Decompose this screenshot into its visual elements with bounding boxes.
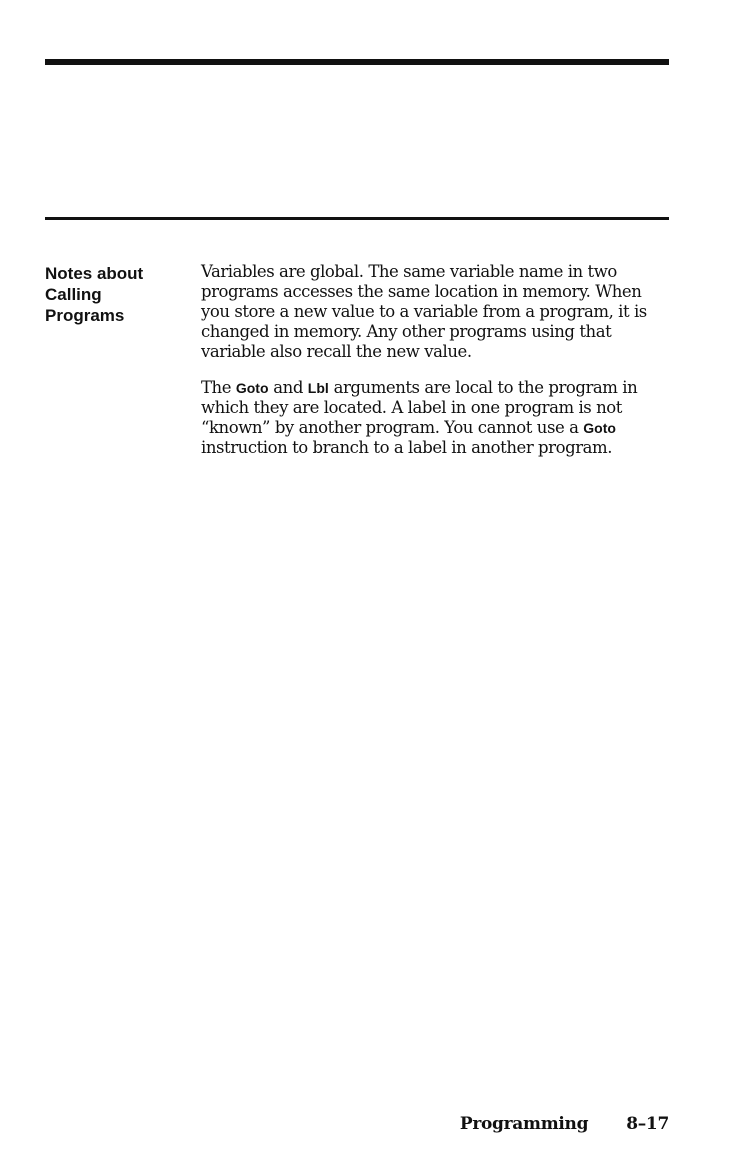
- text-line: [201, 378, 671, 398]
- text-line: which they are located. A label in one program is not: [201, 398, 622, 417]
- text-run: arguments are local to the program in: [328, 378, 638, 397]
- text-line: changed in memory. Any other programs using that: [201, 322, 612, 341]
- top-rule: [45, 59, 669, 65]
- keyword-goto: Goto: [583, 420, 616, 436]
- section-rule: [45, 217, 669, 220]
- text-run: The: [201, 378, 236, 397]
- page-footer: [0, 1113, 669, 1135]
- side-heading-line: Programs: [45, 306, 125, 325]
- footer-section-title: Programming: [459, 1114, 589, 1134]
- text-run: “known” by another program. You cannot use a: [201, 418, 584, 437]
- paragraph-goto-lbl: [201, 378, 671, 458]
- text-run: and: [268, 378, 308, 397]
- keyword-lbl: Lbl: [307, 380, 329, 396]
- text-line: you store a new value to a variable from a program, it is: [201, 302, 647, 321]
- text-line: instruction to branch to a label in another program.: [201, 438, 613, 457]
- side-heading-line: Notes about: [45, 264, 144, 283]
- keyword-goto: Goto: [235, 380, 269, 396]
- paragraph-variables-global: [201, 262, 671, 362]
- text-line: variable also recall the new value.: [201, 342, 472, 361]
- text-line: [201, 418, 671, 438]
- side-heading: [45, 263, 185, 326]
- page-number: 8–17: [626, 1114, 669, 1134]
- text-line: Variables are global. The same variable name in two: [201, 262, 617, 281]
- body-text: [201, 262, 671, 474]
- side-heading-line: Calling: [45, 285, 102, 304]
- text-line: programs accesses the same location in memory. When: [201, 282, 642, 301]
